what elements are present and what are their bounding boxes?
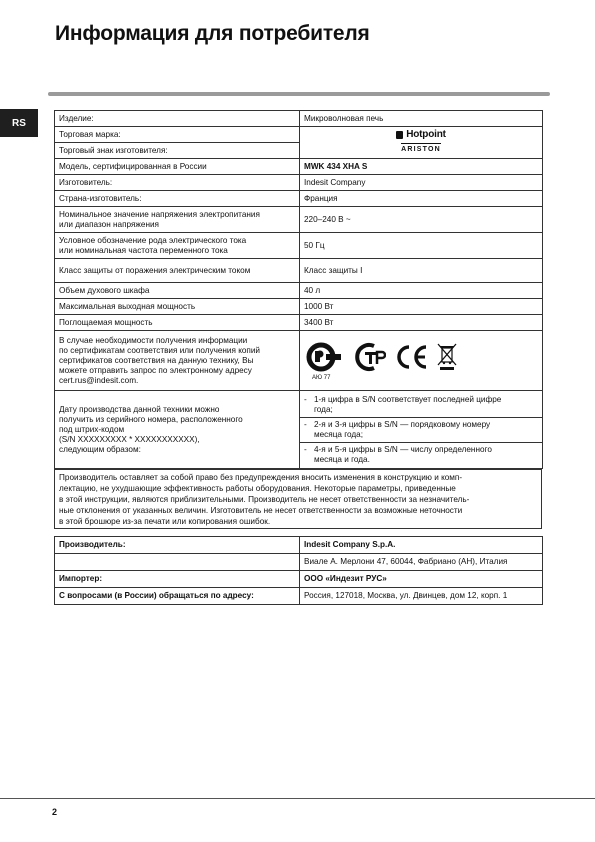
- table-row: [55, 299, 543, 315]
- contacts-table: [54, 536, 543, 605]
- product-info-table: [54, 110, 543, 469]
- table-row: [55, 283, 543, 299]
- row-label: Изделие:: [55, 111, 300, 127]
- eac-certification-icon: [352, 342, 386, 372]
- date-code-rules: - 1-я цифра в S/N соответствует последней цифре года; - 2-я и 3-я цифры в S/N — порядковому номеру месяца года; - 4-я и 5-я цифры в S/N — числу определенного месяца и года.: [300, 391, 543, 469]
- row-label: Объем духового шкафа: [55, 283, 300, 299]
- row-label: Класс защиты от поражения электрическим током: [55, 259, 300, 283]
- cert-info-text: В случае необходимости получения информации по сертификатам соответствия или получения копий сертификатов соответствия на данную технику, Вы можете отправить запрос по электронному адресу cert.rus@indesit.com.: [55, 331, 300, 391]
- contact-value: ООО «Индезит РУС»: [300, 571, 543, 588]
- model-value: MWK 434 XHA S: [300, 159, 543, 175]
- table-row: [55, 571, 543, 588]
- hotpoint-mark-icon: [396, 131, 403, 139]
- list-item: - 1-я цифра в S/N соответствует последней цифре: [304, 394, 502, 404]
- table-row: [55, 127, 543, 143]
- table-row: [55, 259, 543, 283]
- list-item: - 2-я и 3-я цифры в S/N — порядковому номеру: [304, 419, 491, 429]
- cert-marks: [300, 331, 543, 391]
- table-row: [55, 159, 543, 175]
- row-label: Условное обозначение рода электрического тока или номинальная частота переменного тока: [55, 233, 300, 259]
- row-label: Изготовитель:: [55, 175, 300, 191]
- list-item: - 4-я и 5-я цифры в S/N — числу определенного: [304, 444, 492, 454]
- row-value: Франция: [300, 191, 543, 207]
- hotpoint-logo: [396, 130, 446, 140]
- row-label: Номинальное значение напряжения электропитания или диапазон напряжения: [55, 207, 300, 233]
- row-label: Максимальная выходная мощность: [55, 299, 300, 315]
- row-label: Торговый знак изготовителя:: [55, 143, 300, 159]
- row-value: Indesit Company: [300, 175, 543, 191]
- contact-label: С вопросами (в России) обращаться по адресу:: [55, 588, 300, 605]
- rst-certification-icon: [306, 342, 344, 372]
- table-row: [55, 191, 543, 207]
- row-label: Страна-изготовитель:: [55, 191, 300, 207]
- row-value: 40 л: [300, 283, 543, 299]
- table-row: [55, 331, 543, 391]
- table-row: [55, 537, 543, 554]
- table-row: [55, 175, 543, 191]
- contact-value: Indesit Company S.p.A.: [300, 537, 543, 554]
- table-row: [55, 315, 543, 331]
- ce-mark-icon: [394, 342, 428, 372]
- table-row: [55, 111, 543, 127]
- row-value: 3400 Вт: [300, 315, 543, 331]
- contact-label: Импортер:: [55, 571, 300, 588]
- row-value: 50 Гц: [300, 233, 543, 259]
- brand-logo: [300, 127, 543, 159]
- row-value: Микроволновая печь: [300, 111, 543, 127]
- contact-label: Производитель:: [55, 537, 300, 554]
- footer-divider: [0, 798, 595, 799]
- cert-code: АЮ 77: [312, 374, 331, 381]
- table-row: [55, 233, 543, 259]
- brand-bottom: ARISTON: [401, 143, 441, 155]
- brand-top: Hotpoint: [406, 129, 446, 140]
- table-row: [55, 391, 543, 469]
- row-value: 1000 Вт: [300, 299, 543, 315]
- contact-value: Россия, 127018, Москва, ул. Двинцев, дом 12, корп. 1: [300, 588, 543, 605]
- title-divider: [48, 92, 550, 96]
- row-value: 220–240 В ~: [300, 207, 543, 233]
- row-label: Торговая марка:: [55, 127, 300, 143]
- language-tab: RS: [0, 109, 38, 137]
- page-number: 2: [52, 807, 58, 817]
- weee-crossed-bin-icon: [436, 342, 458, 372]
- disclaimer-note: Производитель оставляет за собой право без предупреждения вносить изменения в конструкцию и комп- лектацию, не ухудшающие эффективность работы оборудования. Некоторые параметры, приведенные в этой инструкции, являются приблизительными. Производитель не несет ответственности за незначитель- ные отклонения от указанных величин. Изготовитель не несет ответственности за возможные неточности в этой брошюре из-за печати или копирования ошибок.: [54, 469, 542, 529]
- page-title: Информация для потребителя: [55, 22, 370, 45]
- table-row: [55, 588, 543, 605]
- row-value: Класс защиты I: [300, 259, 543, 283]
- contact-label: [55, 554, 300, 571]
- row-label: Модель, сертифицированная в России: [55, 159, 300, 175]
- table-row: [55, 554, 543, 571]
- date-info-text: Дату производства данной техники можно получить из серийного номера, расположенного под штрих-кодом (S/N XXXXXXXXX * XXXXXXXXXXX), следующим образом:: [55, 391, 300, 469]
- table-row: [55, 207, 543, 233]
- contact-value: Виале А. Мерлони 47, 60044, Фабриано (АН), Италия: [300, 554, 543, 571]
- row-label: Поглощаемая мощность: [55, 315, 300, 331]
